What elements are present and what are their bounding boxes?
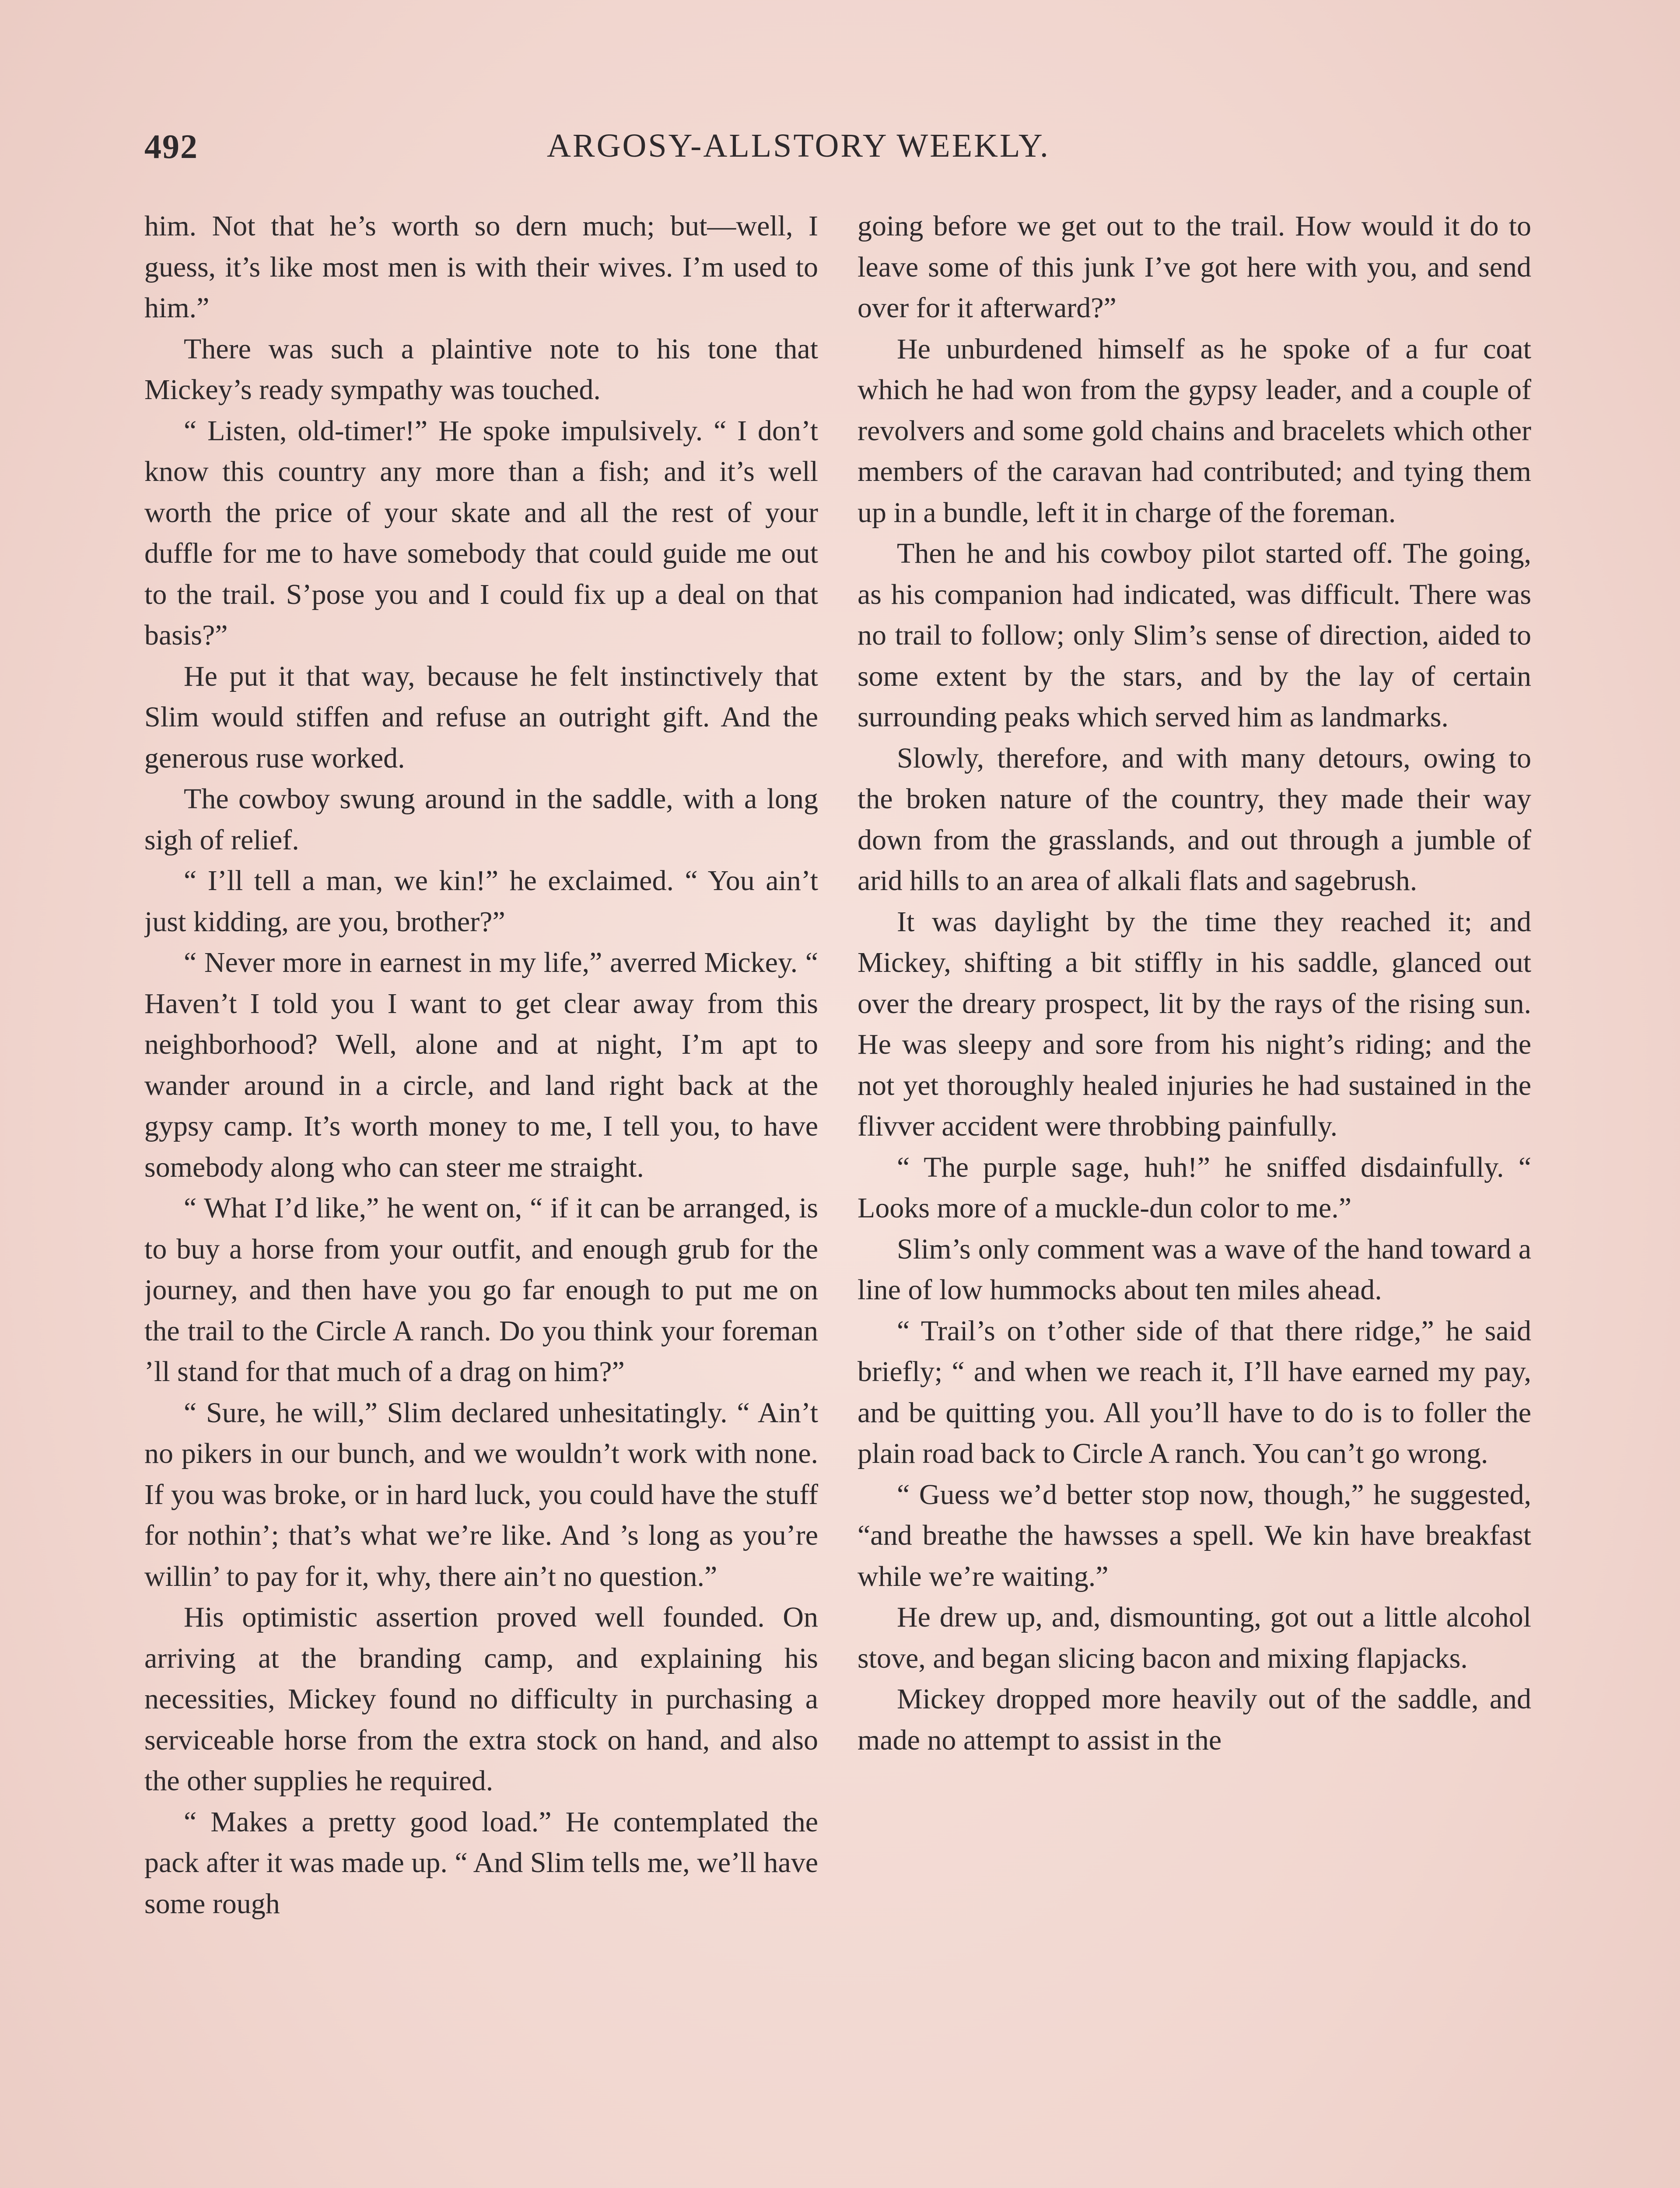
paragraph: “ Sure, he will,” Slim declared unhesitatingly. “ Ain’t no pikers in our bunch, and we wouldn’t work with none. If you was broke, or in hard luck, you could have the stuff for nothin’; that’s what we’re like. And ’s long as you’re willin’ to pay for it, why, there ain’t no question.” bbox=[144, 1396, 818, 1592]
paragraph: “ The purple sage, huh!” he sniffed disdainfully. “ Looks more of a muckle-dun color to me.” bbox=[858, 1151, 1531, 1224]
paragraph: His optimistic assertion proved well founded. On arriving at the branding camp, and explaining his necessities, Mickey found no difficulty in purchasing a serviceable horse from the extra stock on hand, and also the other supplies he required. bbox=[144, 1601, 818, 1797]
right-column bbox=[858, 206, 1531, 2188]
paragraph: going before we get out to the trail. How would it do to leave some of this junk I’ve got here with you, and send over for it afterward?” bbox=[858, 210, 1531, 324]
paragraph: He drew up, and, dismounting, got out a little alcohol stove, and began slicing bacon and mixing flapjacks. bbox=[858, 1601, 1531, 1674]
page-number: 492 bbox=[144, 127, 198, 165]
paragraph: “ Never more in earnest in my life,” averred Mickey. “ Haven’t I told you I want to get clear away from this neighborhood? Well, alone and at night, I’m apt to wander around in a circle, and land right back at the gypsy camp. It’s worth money to me, I tell you, to have somebody along who can steer me straight. bbox=[144, 947, 818, 1183]
paragraph: “ Trail’s on t’other side of that there ridge,” he said briefly; “ and when we reach it, I’ll have earned my pay, and be quitting you. All you’ll have to do is to foller the plain road back to Circle A ranch. You can’t go wrong. bbox=[858, 1315, 1531, 1469]
paragraph: It was daylight by the time they reached it; and Mickey, shifting a bit stiffly in his saddle, glanced out over the dreary prospect, lit by the rays of the rising sun. He was sleepy and sore from his night’s riding; and the not yet thoroughly healed injuries he had sustained in the flivver accident were throbbing painfully. bbox=[858, 905, 1531, 1142]
paragraph: He unburdened himself as he spoke of a fur coat which he had won from the gypsy leader, and a couple of revolvers and some gold chains and bracelets which other members of the caravan had contributed; and tying them up in a bundle, left it in charge of the foreman. bbox=[858, 333, 1531, 529]
paragraph: him. Not that he’s worth so dern much; but—well, I guess, it’s like most men is with their wives. I’m used to him.” bbox=[144, 210, 818, 324]
left-column bbox=[144, 206, 818, 2188]
paragraph: “ Makes a pretty good load.” He contemplated the pack after it was made up. “ And Slim tells me, we’ll have some rough bbox=[144, 1806, 818, 1920]
paragraph: “ What I’d like,” he went on, “ if it can be arranged, is to buy a horse from your outfit, and enough grub for the journey, and then have you go far enough to put me on the trail to the Circle A ranch. Do you think your foreman ’ll stand for that much of a drag on him?” bbox=[144, 1192, 818, 1388]
paragraph: There was such a plaintive note to his tone that Mickey’s ready sympathy was touched. bbox=[144, 333, 818, 406]
paragraph: “ I’ll tell a man, we kin!” he exclaimed. “ You ain’t just kidding, are you, brother?” bbox=[144, 865, 818, 938]
paragraph: The cowboy swung around in the saddle, with a long sigh of relief. bbox=[144, 783, 818, 856]
paragraph: Slim’s only comment was a wave of the hand toward a line of low hummocks about ten miles ahead. bbox=[858, 1233, 1531, 1306]
paragraph: He put it that way, because he felt instinctively that Slim would stiffen and refuse an outright gift. And the generous ruse worked. bbox=[144, 660, 818, 774]
running-head: ARGOSY-ALLSTORY WEEKLY. bbox=[547, 127, 1050, 164]
page-header bbox=[144, 127, 1452, 179]
paragraph: Slowly, therefore, and with many detours, owing to the broken nature of the country, they made their way down from the grasslands, and out through a jumble of arid hills to an area of alkali flats and sagebrush. bbox=[858, 742, 1531, 897]
paragraph: Mickey dropped more heavily out of the saddle, and made no attempt to assist in the bbox=[858, 1683, 1531, 1756]
paragraph: “ Guess we’d better stop now, though,” he suggested, “and breathe the hawsses a spell. We kin have breakfast while we’re waiting.” bbox=[858, 1478, 1531, 1592]
paragraph: “ Listen, old-timer!” He spoke impulsively. “ I don’t know this country any more than a fish; and it’s well worth the price of your skate and all the rest of your duffle for me to have somebody that could guide me out to the trail. S’pose you and I could fix up a deal on that basis?” bbox=[144, 414, 818, 651]
paragraph: Then he and his cowboy pilot started off. The going, as his companion had indicated, was difficult. There was no trail to follow; only Slim’s sense of direction, aided to some extent by the stars, and by the lay of certain surrounding peaks which served him as landmarks. bbox=[858, 537, 1531, 733]
